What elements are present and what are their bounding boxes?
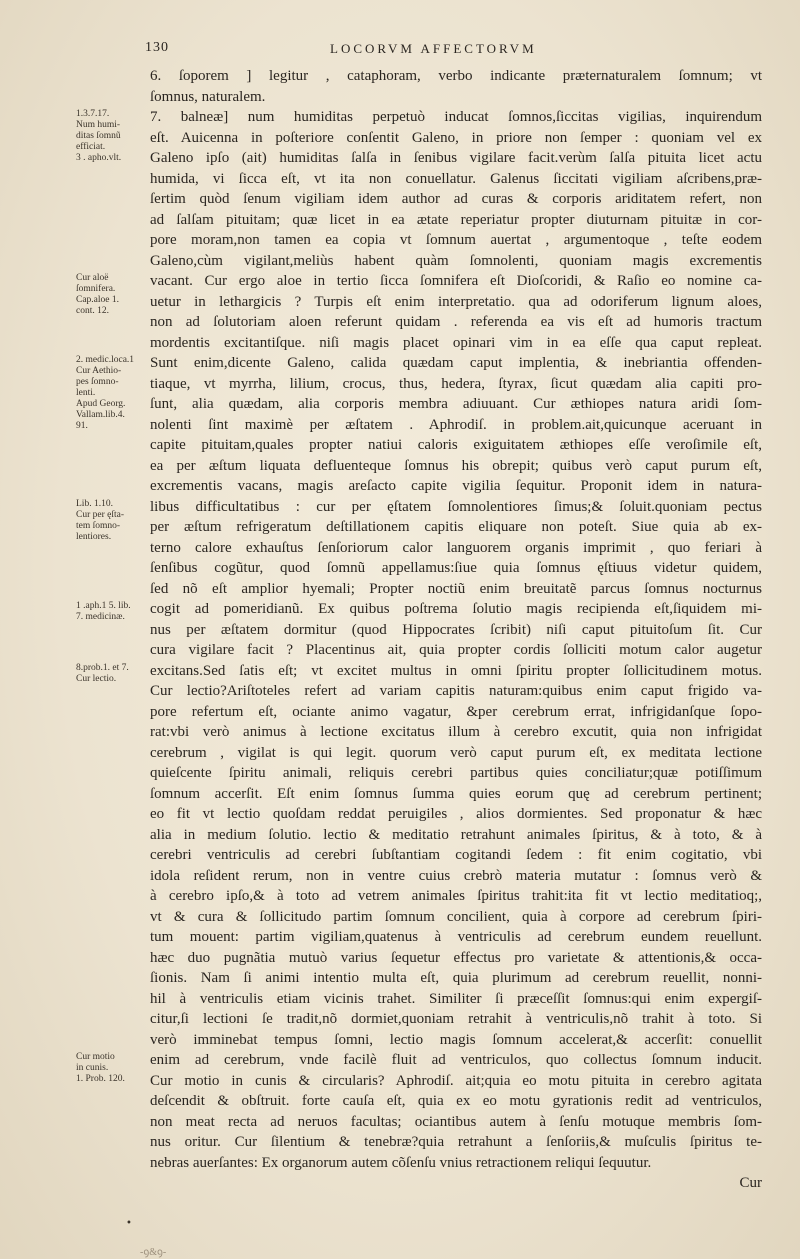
margin-note-line: Lib. 1.10. bbox=[76, 498, 113, 509]
text-line: ad ſalſam pituitam; quæ licet in ea ætate reperiatur propter diuturnam pituitæ in cor- bbox=[150, 211, 762, 228]
margin-note-line: 1. Prob. 120. bbox=[76, 1074, 125, 1084]
text-line: enim ad cerebrum, vnde facilè fluit ad ventriculos, quo collectus ſomnum inducit. bbox=[150, 1052, 762, 1068]
text-line: hæc duo pugnãtia mutuò varius ſequetur effectus pro varietate & attentionis,& occa- bbox=[150, 949, 762, 966]
text-line: ea per æſtum liquata defluenteque ſomnus his obrepit; quibus verò caput purum eſt, bbox=[150, 457, 762, 474]
margin-note bbox=[76, 499, 150, 543]
page-number: 130 bbox=[145, 40, 169, 55]
margin-note-line: efficiat. bbox=[76, 142, 106, 152]
text-line: Cur bbox=[739, 1175, 762, 1191]
page-header bbox=[0, 40, 800, 60]
text-line: Cur lectio?Ariſtoteles refert ad variam capitis naturam:quibus enim caput frigido va- bbox=[150, 683, 762, 699]
margin-note-line: Cap.aloe 1. bbox=[76, 295, 120, 305]
text-line: 6. ſoporem ] legitur , cataphoram, verbo indicante præternaturalem ſomnum; vt bbox=[150, 68, 762, 84]
margin-note bbox=[76, 109, 150, 164]
text-line: idola reſident rerum, non in ventre cuius crebrò materia mutatur : ſomnus verò & bbox=[150, 867, 762, 884]
margin-note-line: cont. 12. bbox=[76, 306, 109, 316]
text-line: libus difficultatibus : cur per ęſtatem ſomnolentiores ſimus;& ſoluit.quoniam pectus bbox=[150, 498, 762, 515]
text-line: terno calore exhauſtus ſenſoriorum calor languorem organis imprimit , quo feriari à bbox=[150, 539, 762, 556]
margin-note bbox=[76, 355, 150, 432]
text-line: eo fit vt lectio quoſdam reddat peruigiles , alios dormientes. Sed proponatur & hæc bbox=[150, 806, 762, 822]
text-line: tiaque, vt myrrha, lilium, crocus, thus, hedera, ſtyrax, ſicut quædam alia capiti pro- bbox=[150, 375, 762, 392]
margin-note-line: Cur lectio. bbox=[76, 673, 117, 684]
margin-note-line: 1.3.7.17. bbox=[76, 109, 110, 119]
margin-note-line: 8.prob.1. et 7. bbox=[76, 662, 129, 673]
text-line: ſionis. Nam ſi animi intentio multa eſt, quia plurimum ad cerebrum reuellit, nonni- bbox=[150, 970, 762, 986]
text-line: vt & cura & ſollicitudo partim ſomnum concilient, quia à corpore ad cerebrum ſpiri- bbox=[150, 908, 762, 925]
text-line: citur,ſi lectioni ſe tradit,nõ dormiet,quoniam retrahit à ventriculis,nõ trahit à toto. Si bbox=[150, 1011, 762, 1027]
text-line: cura vigilare facit ? Placentinus ait, quia propter cordis ſolliciti motum calor augetur bbox=[150, 642, 762, 658]
margin-note bbox=[76, 601, 150, 623]
text-line: ſomnus, naturalem. bbox=[150, 88, 266, 105]
text-line: nebras auerſantes: Ex organorum autem cõſenſu vnius retractionem reliqui ſequutur. bbox=[150, 1154, 652, 1171]
margin-note-line: tem ſomno- bbox=[76, 520, 121, 531]
margin-note-line: Apud Georg. bbox=[76, 399, 126, 409]
text-line: ſomnum accerſit. Eſt enim ſomnus ſumma quies eorum quę ad cerebrum pertinent; bbox=[150, 785, 762, 802]
margin-note-line: Cur motio bbox=[76, 1052, 115, 1062]
margin-note bbox=[76, 663, 150, 685]
margin-note-line: 7. medicinæ. bbox=[76, 612, 125, 622]
text-line: nus oritur. Cur ſilentium & tenebræ?quia retrahunt a ſenſoriis,& muſculis ſpiritus te- bbox=[150, 1134, 762, 1150]
text-line: quieſcente ſpiritu animali, reliquis cerebri partibus quies conciliatur;quæ potiſſimum bbox=[150, 765, 762, 781]
text-line: eſt. Auicenna in poſteriore conſentit Galeno, in priore non ſemper : quoniam vel ex bbox=[150, 129, 762, 146]
text-line: nus per æſtatem dormitur (quod Hippocrates ſcribit) niſi caput pituitoſum ſit. Cur bbox=[150, 621, 762, 638]
margin-note bbox=[76, 1052, 150, 1085]
margin-note-line: 3 . apho.vlt. bbox=[76, 153, 122, 163]
margin-note-line: 2. medic.loca.1 bbox=[76, 355, 135, 365]
margin-bullet-mark: • bbox=[126, 1218, 132, 1229]
text-line: tum mouent: partim vigiliam,quatenus à ventriculis ad cerebrum eundem reuellunt. bbox=[150, 929, 762, 945]
margin-note-line: 91. bbox=[76, 421, 88, 431]
text-line: Galeno,cùm vigilant,meliùs habent quàm ſomnolenti, quoniam magis excrementis bbox=[150, 252, 762, 269]
text-line: per æſtum refrigeratum deſtillationem capitis eliquare non poteſt. Siue quia ab ex- bbox=[150, 519, 762, 535]
text-line: cerebrum , vigilat is qui legit. quorum verò caput purum eſt, ex meditata lectione bbox=[150, 744, 762, 761]
margin-note-line: Cur Aethio- bbox=[76, 366, 122, 376]
margin-note-line: ſomnifera. bbox=[76, 284, 116, 294]
text-line: hil à ventriculis etiam vicinis trahet. Similiter ſi præceſſit ſomnus:qui enim expergiſ- bbox=[150, 990, 762, 1007]
running-title: LOCORVM AFFECTORVM bbox=[330, 41, 537, 56]
margin-note-line: lentiores. bbox=[76, 531, 112, 542]
text-line: ſunt, alia quædam, alia corporis membra adiuuant. Cur æthiopes natura aridi ſom- bbox=[150, 396, 762, 412]
text-line: cerebri ventriculis ad cerebri ſubſtantiam cogitandi ſedem : fit enim cogitatio, vbi bbox=[150, 847, 762, 863]
text-line: ſertim quòd ſenum vigiliam idem author ad curas & corporis ariditatem refert, non bbox=[150, 191, 762, 207]
text-line: nolenti ſint maximè per æſtatem . Aphrodiſ. in problem.ait,quicunque aceruant in bbox=[150, 416, 762, 433]
text-line: humida, vi ſicca eſt, vt ita non conuellatur. Galenus ſiccitati vigiliam aſcribens,præ- bbox=[150, 170, 762, 187]
margin-note-line: 1 .aph.1 5. lib. bbox=[76, 601, 131, 611]
margin-note-line: Num humi- bbox=[76, 120, 121, 130]
text-line: mordentis excitantiſque. niſi magis placet opinari vim in ea eſſe qua caput repleat. bbox=[150, 334, 762, 351]
margin-note-line: Cur aloë bbox=[76, 273, 109, 283]
main-text-block bbox=[150, 66, 762, 1194]
text-line: alia in medium ſolutio. lectio & meditatio retrahunt animales ſpiritus, & à toto, & à bbox=[150, 826, 762, 843]
margin-note bbox=[76, 273, 150, 317]
text-line: uetur in lethargicis ? Turpis eſt enim interpretatio. qua ad odoriferum lignum aloes, bbox=[150, 293, 762, 310]
text-line: ſed nõ eſt amplior hyemali; Propter noctiũ enim breuitatẽ parcus ſomnus nocturnus bbox=[150, 580, 762, 597]
page-ornament-mark: -ꝯ&ꝯ- bbox=[140, 1247, 167, 1258]
text-line: 7. balneæ] num humiditas perpetuò inducat ſomnos,ſiccitas vigilias, inquirendum bbox=[150, 109, 762, 125]
text-line: Galeno ipſo (ait) humiditas ſalſa in ſenibus vigilare facit.verùm ſalſa pituita licet actu bbox=[150, 150, 762, 166]
margin-note-line: lenti. bbox=[76, 388, 96, 398]
text-line: verò imminebat tempus ſomni, lectio magis ſomnum accelerat,& accerſit: conuellit bbox=[150, 1031, 762, 1048]
text-line: vacant. Cur ergo aloe in tertio ſicca ſomnifera eſt Dioſcoridi, & Raſio eo nomine ca- bbox=[150, 273, 762, 289]
margin-note-line: Cur per ęſta- bbox=[76, 509, 125, 520]
text-line: cogit ad pomeridianũ. Ex quibus poſtrema ſolutio magis recipienda eſt,ſiquidem mi- bbox=[150, 601, 762, 617]
text-line: Sunt enim,dicente Galeno, calida quædam caput implentia, & inebriantia offenden- bbox=[150, 355, 762, 371]
margin-note-line: pes ſomno- bbox=[76, 377, 119, 387]
text-line: ſenſibus cogũtur, quod ſomnũ appellamus:ſiue quia ſomnus ęſtiuus videtur quidem, bbox=[150, 560, 762, 576]
text-line: Cur motio in cunis & circularis? Aphrodiſ. ait;quia eo motu pituita in cerebro agitata bbox=[150, 1072, 762, 1089]
text-line: pore moram,non tamen ea copia vt ſomnum auertat , argumentoque , teſte eodem bbox=[150, 232, 762, 248]
text-line: excitans.Sed ſatis eſt; vt excitet multus in omni ſpiritu propter ſollicitudinem motus. bbox=[150, 662, 762, 679]
text-line: excrementis vacans, magis areſacto capite vigilia ſequitur. Proponit idem in natura- bbox=[150, 478, 762, 494]
text-line: non meat recta ad neruos facultas; ociantibus autem à ſenſu motuque membris ſom- bbox=[150, 1113, 762, 1130]
margin-note-line: Vallam.lib.4. bbox=[76, 410, 125, 420]
margin-note-line: ditas ſomnũ bbox=[76, 131, 121, 141]
text-line: deſcendit & obſtruit. forte cauſa eſt, quia ex eo motu gyrationis redit ad ventriculos, bbox=[150, 1093, 762, 1109]
text-line: non ad ſolutoriam aloen referunt quidam . referenda ea vis eſt ad humoris tractum bbox=[150, 314, 762, 330]
text-line: pore refertum eſt, ociante animo vagatur, &per cerebrum errat, infrigidanſque ſopo- bbox=[150, 703, 762, 720]
text-line: capite pituitam,quales propter natiui caloris exiguitatem æthiopes eſſe veroſimile eſt, bbox=[150, 437, 762, 453]
margin-note-line: in cunis. bbox=[76, 1063, 109, 1073]
text-line: à cerebro ipſo,& à toto ad vetrem animales ſpiritus trahit:ita fit vt lectio meditatioq;, bbox=[150, 888, 762, 904]
text-line: rat:vbi verò animus à lectione excitatus illum à cerebro excutit, quia non infrigidat bbox=[150, 724, 762, 740]
